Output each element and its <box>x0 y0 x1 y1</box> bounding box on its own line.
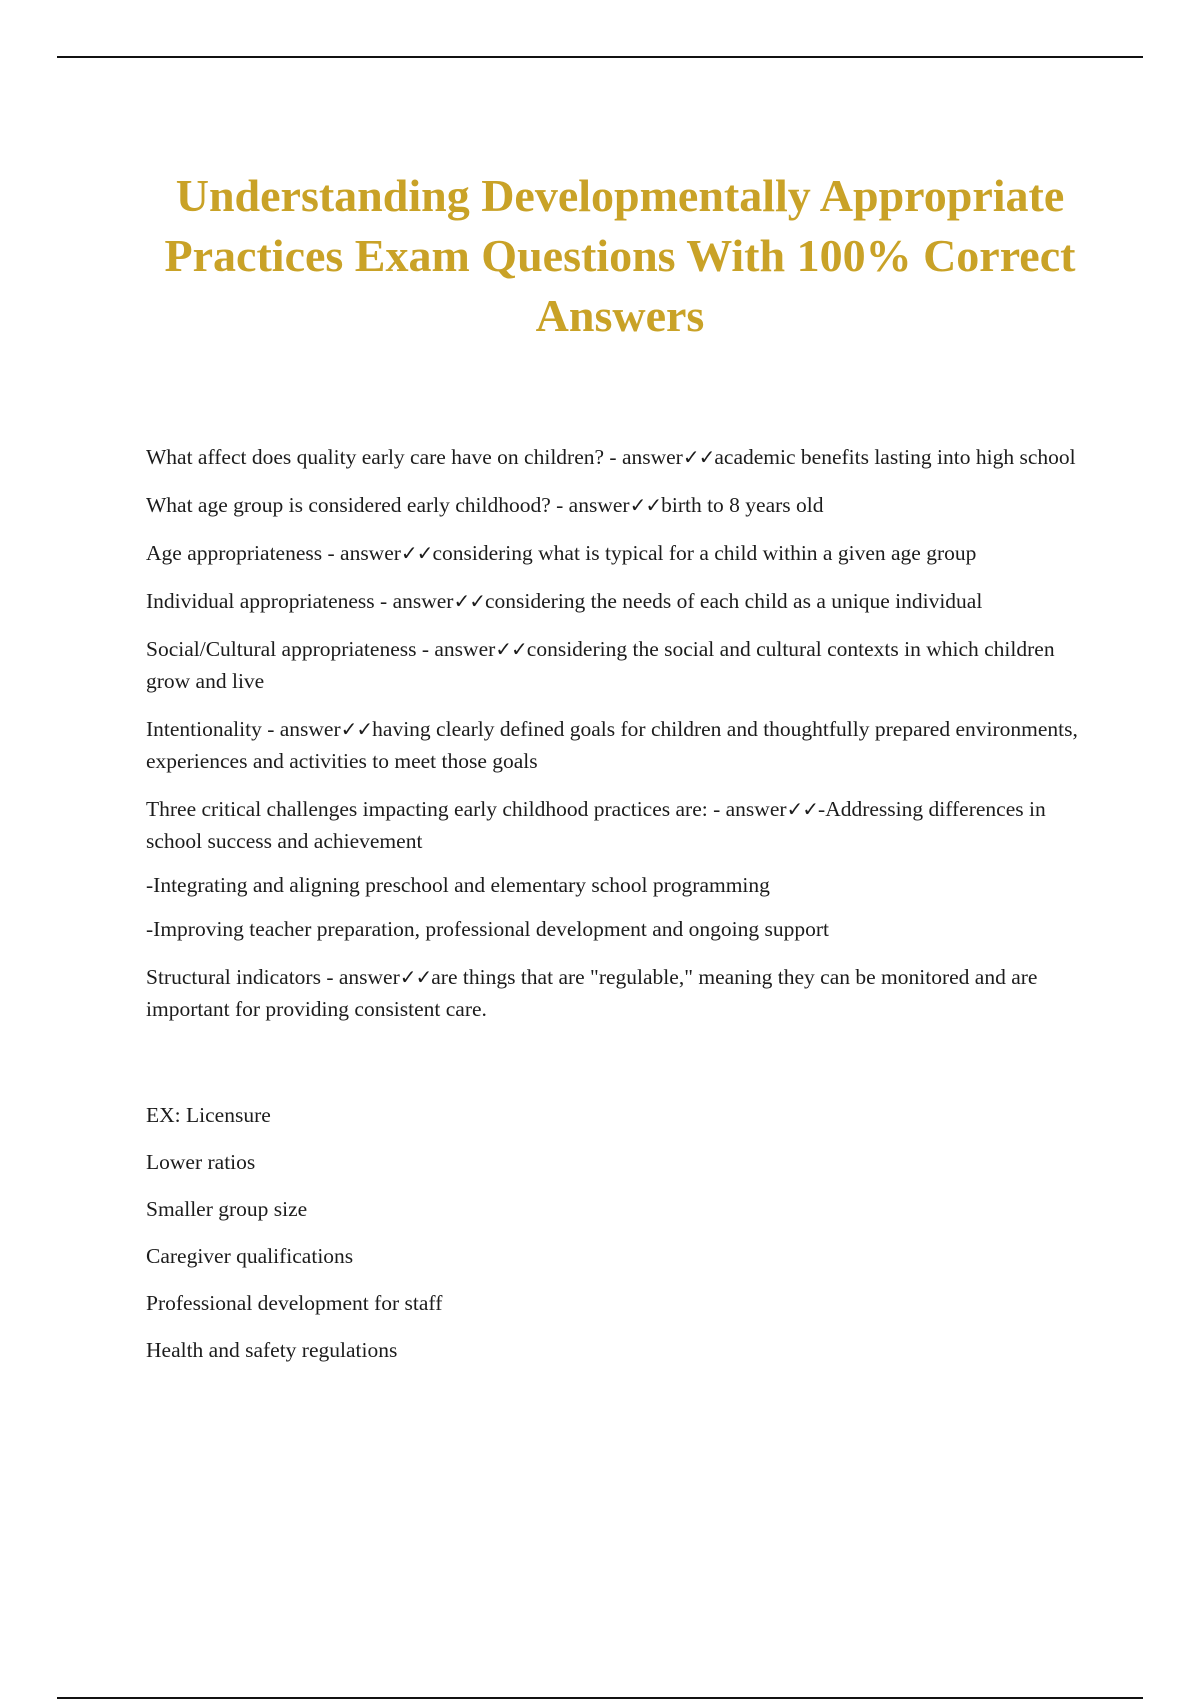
document-title: Understanding Developmentally Appropriate Practices Exam Questions With 100% Correct Answers <box>164 170 1076 341</box>
qa-answer: considering the social and cultural contexts in which children grow and live <box>146 637 1055 693</box>
example-item: Health and safety regulations <box>146 1338 398 1362</box>
paragraph-spacer <box>146 1041 1101 1099</box>
qa-answer: -Addressing differences in school success and achievement <box>146 797 1046 853</box>
qa-answer: academic benefits lasting into high school <box>714 445 1076 469</box>
qa-item <box>146 633 1101 697</box>
example-item: Smaller group size <box>146 1197 308 1221</box>
checkmark-icon: ✓✓ <box>495 637 527 661</box>
continuation-line: -Integrating and aligning preschool and elementary school programming <box>146 873 770 897</box>
checkmark-icon: ✓✓ <box>399 965 432 989</box>
qa-prompt: Age appropriateness - answer <box>146 541 401 565</box>
qa-item <box>146 713 1101 777</box>
qa-answer: having clearly defined goals for children and thoughtfully prepared environments, experiences and activities to meet those goals <box>146 717 1078 773</box>
qa-answer: considering what is typical for a child within a given age group <box>432 541 977 565</box>
bottom-rule <box>57 1697 1143 1699</box>
qa-item <box>146 585 1101 617</box>
qa-prompt: What affect does quality early care have on children? - answer <box>146 445 683 469</box>
qa-answer: are things that are "regulable," meaning they can be monitored and are important for providing consistent care. <box>146 965 1038 1021</box>
continuation-line: -Improving teacher preparation, professional development and ongoing support <box>146 917 830 941</box>
qa-item <box>146 961 1101 1025</box>
qa-answer: considering the needs of each child as a unique individual <box>484 589 983 613</box>
qa-prompt: Intentionality - answer <box>146 717 341 741</box>
checkmark-icon: ✓✓ <box>629 493 662 517</box>
example-item: Lower ratios <box>146 1150 256 1174</box>
qa-prompt: Individual appropriateness - answer <box>146 589 454 613</box>
example-item: Caregiver qualifications <box>146 1244 354 1268</box>
qa-prompt: Social/Cultural appropriateness - answer <box>146 637 496 661</box>
document-body <box>146 441 1101 1381</box>
qa-item <box>146 489 1101 521</box>
qa-item <box>146 537 1101 569</box>
checkmark-icon: ✓✓ <box>340 717 373 741</box>
example-item: EX: Licensure <box>146 1103 271 1127</box>
qa-prompt: Structural indicators - answer <box>146 965 400 989</box>
qa-answer: birth to 8 years old <box>661 493 824 517</box>
checkmark-icon: ✓✓ <box>400 541 433 565</box>
qa-prompt: Three critical challenges impacting early childhood practices are: - answer <box>146 797 787 821</box>
checkmark-icon: ✓✓ <box>682 445 715 469</box>
example-item: Professional development for staff <box>146 1291 443 1315</box>
qa-item <box>146 793 1101 857</box>
top-rule <box>57 56 1143 58</box>
checkmark-icon: ✓✓ <box>786 797 819 821</box>
checkmark-icon: ✓✓ <box>453 589 485 613</box>
qa-prompt: What age group is considered early childhood? - answer <box>146 493 630 517</box>
qa-item <box>146 441 1101 473</box>
